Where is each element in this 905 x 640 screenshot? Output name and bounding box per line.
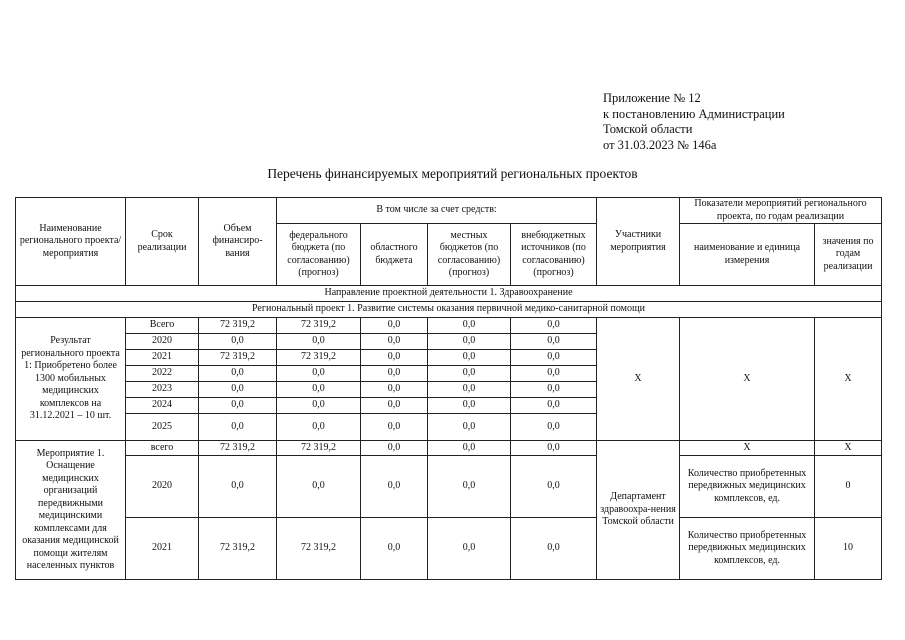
- indicator-value-cell: 0: [815, 456, 882, 518]
- volume-cell: 0,0: [199, 382, 277, 398]
- federal-cell: 0,0: [277, 334, 361, 350]
- period-cell: 2021: [126, 518, 199, 580]
- volume-cell: 0,0: [199, 456, 277, 518]
- header-indicators: Показатели мероприятий регионального проекта, по годам реализации: [680, 198, 882, 224]
- local-cell: 0,0: [428, 350, 511, 366]
- volume-cell: 0,0: [199, 366, 277, 382]
- indicator-name-cell: Количество приобретенных передвижных медицинских комплексов, ед.: [680, 456, 815, 518]
- regional-cell: 0,0: [361, 334, 428, 350]
- header-federal: федерального бюджета (по согласованию) (прогноз): [277, 224, 361, 286]
- regional-cell: 0,0: [361, 382, 428, 398]
- local-cell: 0,0: [428, 518, 511, 580]
- regional-cell: 0,0: [361, 398, 428, 414]
- indicator-name-cell: Количество приобретенных передвижных медицинских комплексов, ед.: [680, 518, 815, 580]
- indicator-value-cell: X: [815, 441, 882, 456]
- header-sources: В том числе за счет средств:: [277, 198, 597, 224]
- federal-cell: 0,0: [277, 366, 361, 382]
- period-cell: 2025: [126, 414, 199, 441]
- period-cell: 2020: [126, 456, 199, 518]
- appendix-line: к постановлению Администрации: [603, 106, 785, 121]
- indicator-name-cell: X: [680, 441, 815, 456]
- extra-cell: 0,0: [511, 334, 597, 350]
- extra-cell: 0,0: [511, 382, 597, 398]
- appendix-line: Приложение № 12: [603, 91, 701, 105]
- local-cell: 0,0: [428, 398, 511, 414]
- header-volume: Объем финансиро-вания: [199, 198, 277, 286]
- measure-participants: Департамент здравоохра-нения Томской области: [597, 441, 680, 580]
- header-indicator-values: значения по годам реализации: [815, 224, 882, 286]
- period-cell: 2020: [126, 334, 199, 350]
- regional-cell: 0,0: [361, 350, 428, 366]
- local-cell: 0,0: [428, 366, 511, 382]
- local-cell: 0,0: [428, 382, 511, 398]
- header-indicator-name: наименование и единица измерения: [680, 224, 815, 286]
- volume-cell: 72 319,2: [199, 350, 277, 366]
- regional-cell: 0,0: [361, 518, 428, 580]
- federal-cell: 72 319,2: [277, 441, 361, 456]
- document-title: Перечень финансируемых мероприятий региональных проектов: [267, 166, 638, 181]
- volume-cell: 72 319,2: [199, 318, 277, 334]
- period-cell: 2024: [126, 398, 199, 414]
- header-extra: внебюджетных источников (по согласованию) (прогноз): [511, 224, 597, 286]
- local-cell: 0,0: [428, 414, 511, 441]
- extra-cell: 0,0: [511, 366, 597, 382]
- volume-cell: 0,0: [199, 398, 277, 414]
- projects-table: [15, 197, 882, 580]
- local-cell: 0,0: [428, 334, 511, 350]
- federal-cell: 0,0: [277, 398, 361, 414]
- regional-cell: 0,0: [361, 456, 428, 518]
- header-period: Срок реализации: [126, 198, 199, 286]
- project-row: Региональный проект 1. Развитие системы оказания первичной медико-санитарной помощи: [16, 302, 882, 318]
- extra-cell: 0,0: [511, 456, 597, 518]
- federal-cell: 72 319,2: [277, 318, 361, 334]
- extra-cell: 0,0: [511, 318, 597, 334]
- period-cell: Всего: [126, 318, 199, 334]
- federal-cell: 0,0: [277, 414, 361, 441]
- regional-cell: 0,0: [361, 366, 428, 382]
- period-cell: 2022: [126, 366, 199, 382]
- local-cell: 0,0: [428, 456, 511, 518]
- result-indicator-value: X: [815, 318, 882, 441]
- indicator-value-cell: 10: [815, 518, 882, 580]
- result-indicator-name: X: [680, 318, 815, 441]
- appendix-line: от 31.03.2023 № 146а: [603, 137, 717, 152]
- result-participants: X: [597, 318, 680, 441]
- regional-cell: 0,0: [361, 441, 428, 456]
- result-name: Результат регионального проекта 1: Приобретено более 1300 мобильных медицинских комплексов на 31.12.2021 – 10 шт.: [16, 318, 126, 441]
- direction-row: Направление проектной деятельности 1. Здравоохранение: [16, 286, 882, 302]
- period-cell: 2023: [126, 382, 199, 398]
- regional-cell: 0,0: [361, 414, 428, 441]
- regional-cell: 0,0: [361, 318, 428, 334]
- local-cell: 0,0: [428, 318, 511, 334]
- federal-cell: 0,0: [277, 382, 361, 398]
- volume-cell: 0,0: [199, 334, 277, 350]
- extra-cell: 0,0: [511, 350, 597, 366]
- period-cell: 2021: [126, 350, 199, 366]
- appendix-line: Томской области: [603, 122, 693, 136]
- extra-cell: 0,0: [511, 441, 597, 456]
- header-regional: областного бюджета: [361, 224, 428, 286]
- extra-cell: 0,0: [511, 518, 597, 580]
- header-local: местных бюджетов (по согласованию) (прогноз): [428, 224, 511, 286]
- period-cell: всего: [126, 441, 199, 456]
- extra-cell: 0,0: [511, 414, 597, 441]
- header-participants: Участники мероприятия: [597, 198, 680, 286]
- measure-name: Мероприятие 1. Оснащение медицинских организаций передвижными медицинскими комплексами для оказания медицинской помощи жителям населенных пунктов: [16, 441, 126, 580]
- appendix-block: [603, 91, 785, 153]
- federal-cell: 72 319,2: [277, 518, 361, 580]
- volume-cell: 72 319,2: [199, 518, 277, 580]
- extra-cell: 0,0: [511, 398, 597, 414]
- local-cell: 0,0: [428, 441, 511, 456]
- volume-cell: 72 319,2: [199, 441, 277, 456]
- federal-cell: 72 319,2: [277, 350, 361, 366]
- volume-cell: 0,0: [199, 414, 277, 441]
- federal-cell: 0,0: [277, 456, 361, 518]
- header-name: Наименование регионального проекта/ мероприятия: [16, 198, 126, 286]
